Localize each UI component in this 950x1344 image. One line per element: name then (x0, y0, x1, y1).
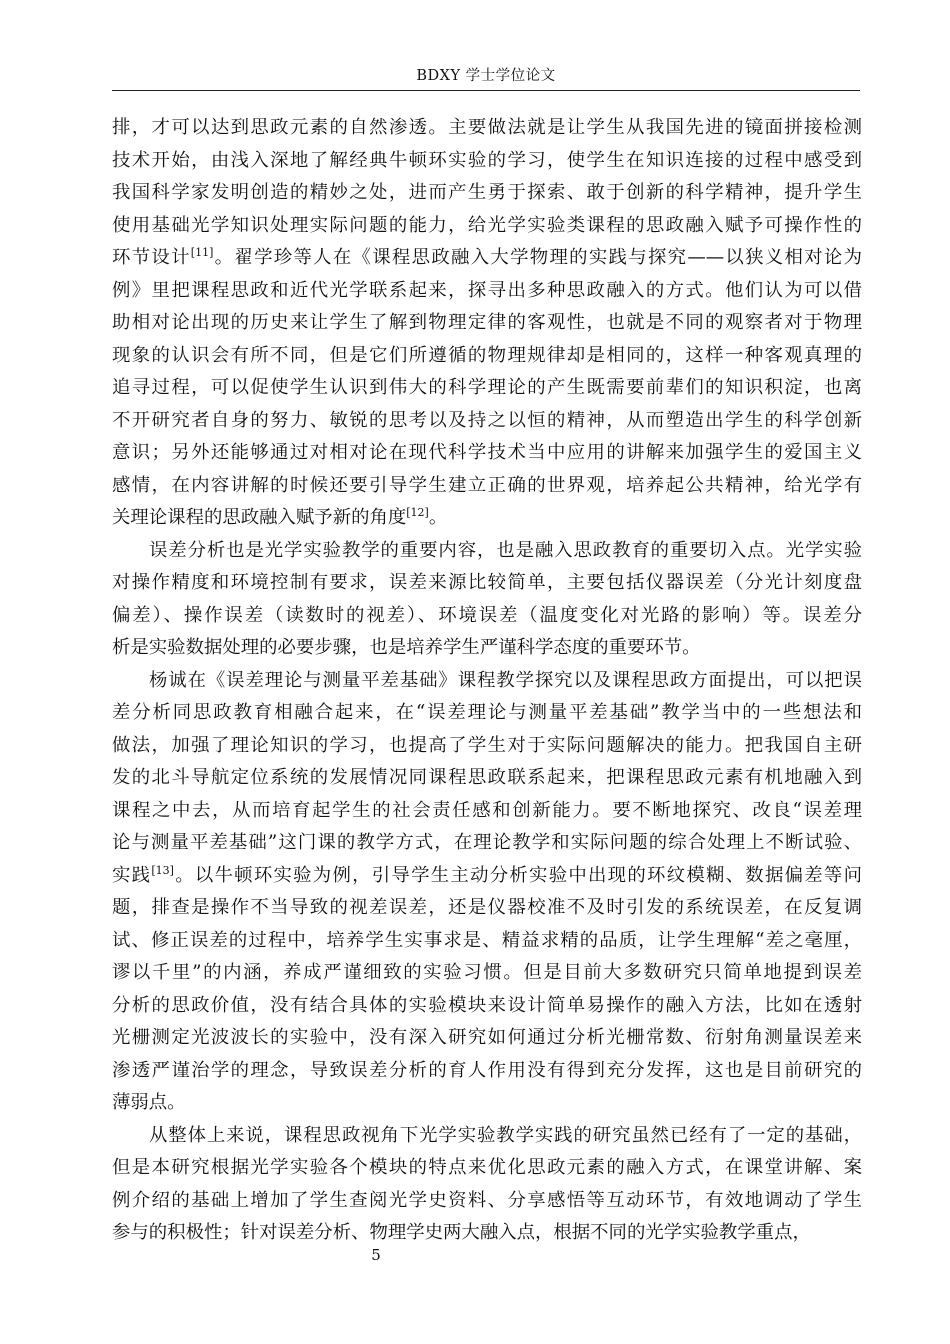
body-text (112, 112, 862, 1250)
text-line: 从整体上来说，课程思政视角下光学实验教学实践的研究虽然已经有了一定的基础， (149, 1124, 862, 1146)
text-line: 我国科学家发明创造的精妙之处，进而产生勇于探索、敢于创新的科学精神，提升学生 (112, 182, 862, 203)
header-rule (112, 90, 860, 91)
text-line: 例》里把课程思政和近代光学联系起来，探寻出多种思政融入的方式。他们认为可以借 (112, 279, 862, 301)
text-line: 但是本研究根据光学实验各个模块的特点来优化思政元素的融入方式，在课堂讲解、案 (112, 1157, 862, 1178)
text-line: 现象的认识会有所不同，但是它们所遵循的物理规律却是相同的，这样一种客观真理的 (112, 344, 862, 366)
text-line: 助相对论出现的历史来让学生了解到物理定律的客观性，也就是不同的观察者对于物理 (112, 312, 862, 333)
page-number: 5 (371, 1246, 381, 1264)
text-line: 课程之中去，从而培育起学生的社会责任感和创新能力。要不断地探究、改良“误差理 (112, 799, 862, 821)
text-line: 追寻过程，可以促使学生认识到伟大的科学理论的产生既需要前辈们的知识积淀，也离 (112, 377, 862, 398)
text-line: 析是实验数据处理的必要步骤，也是培养学生严谨科学态度的重要环节。 (112, 637, 701, 658)
citation-marker: [13] (151, 863, 174, 877)
text-line: 杨诚在《误差理论与测量平差基础》课程教学探究以及课程思政方面提出，可以把误 (149, 669, 862, 691)
text-line: 试、修正误差的过程中，培养学生实事求是、精益求精的品质，让学生理解“差之毫厘， (112, 929, 862, 951)
text-line: 偏差）、操作误差（读数时的视差）、环境误差（温度变化对光路的影响）等。误差分 (112, 604, 862, 626)
text-line: 做法，加强了理论知识的学习，也提高了学生对于实际问题解决的能力。把我国自主研 (112, 734, 862, 756)
text-line: 渗透严谨治学的理念，导致误差分析的育人作用没有得到充分发挥，这也是目前研究的 (112, 1059, 862, 1081)
paragraph (112, 665, 862, 1120)
text-line: 环节设计[11]。翟学珍等人在《课程思政融入大学物理的实践与探究——以狭义相对论为 (112, 246, 862, 268)
text-line: 排，才可以达到思政元素的自然渗透。主要做法就是让学生从我国先进的镜面拼接检测 (112, 117, 862, 138)
text-line: 论与测量平差基础”这门课的教学方式，在理论教学和实际问题的综合处理上不断试验、 (112, 832, 862, 853)
text-line: 发的北斗导航定位系统的发展情况同课程思政联系起来，把课程思政元素有机地融入到 (112, 767, 862, 788)
text-line: 参与的积极性；针对误差分析、物理学史两大融入点，根据不同的光学实验教学重点， (112, 1222, 811, 1243)
paragraph (112, 1120, 862, 1250)
text-line: 意识；另外还能够通过对相对论在现代科学技术当中应用的讲解来加强学生的爱国主义 (112, 442, 862, 463)
text-line: 薄弱点。 (112, 1092, 186, 1113)
text-line: 技术开始，由浅入深地了解经典牛顿环实验的学习，使学生在知识连接的过程中感受到 (112, 149, 862, 171)
citation-marker: [11] (190, 246, 214, 259)
text-line: 使用基础光学知识处理实际问题的能力，给光学实验类课程的思政融入赋予可操作性的 (112, 214, 862, 236)
text-line: 关理论课程的思政融入赋予新的角度[12]。 (112, 506, 448, 528)
text-line: 对操作精度和环境控制有要求，误差来源比较简单，主要包括仪器误差（分光计刻度盘 (112, 572, 862, 593)
text-line: 误差分析也是光学实验教学的重要内容，也是融入思政教育的重要切入点。光学实验 (149, 539, 862, 561)
citation-marker: [12] (406, 506, 429, 519)
text-line: 分析的思政价值，没有结合具体的实验模块来设计简单易操作的融入方法，比如在透射 (112, 994, 862, 1016)
text-line: 差分析同思政教育相融合起来，在“误差理论与测量平差基础”教学当中的一些想法和 (112, 702, 862, 723)
text-line: 例介绍的基础上增加了学生查阅光学史资料、分享感悟等互动环节，有效地调动了学生 (112, 1189, 862, 1211)
paragraph (112, 112, 862, 535)
text-line: 不开研究者自身的努力、敏锐的思考以及持之以恒的精神，从而塑造出学生的科学创新 (112, 409, 862, 431)
text-line: 感情，在内容讲解的时候还要引导学生建立正确的世界观，培养起公共精神，给光学有 (112, 474, 862, 496)
paragraph (112, 535, 862, 665)
page-header: BDXY 学士学位论文 (416, 68, 556, 84)
text-line: 光栅测定光波波长的实验中，没有深入研究如何通过分析光栅常数、衍射角测量误差来 (112, 1027, 862, 1048)
text-line: 实践[13]。以牛顿环实验为例，引导学生主动分析实验中出现的环纹模糊、数据偏差等问 (112, 863, 862, 886)
text-line: 题，排查是操作不当导致的视差误差，还是仪器校准不及时引发的系统误差，在反复调 (112, 897, 862, 918)
text-line: 谬以千里”的内涵，养成严谨细致的实验习惯。但是目前大多数研究只简单地提到误差 (112, 962, 862, 983)
